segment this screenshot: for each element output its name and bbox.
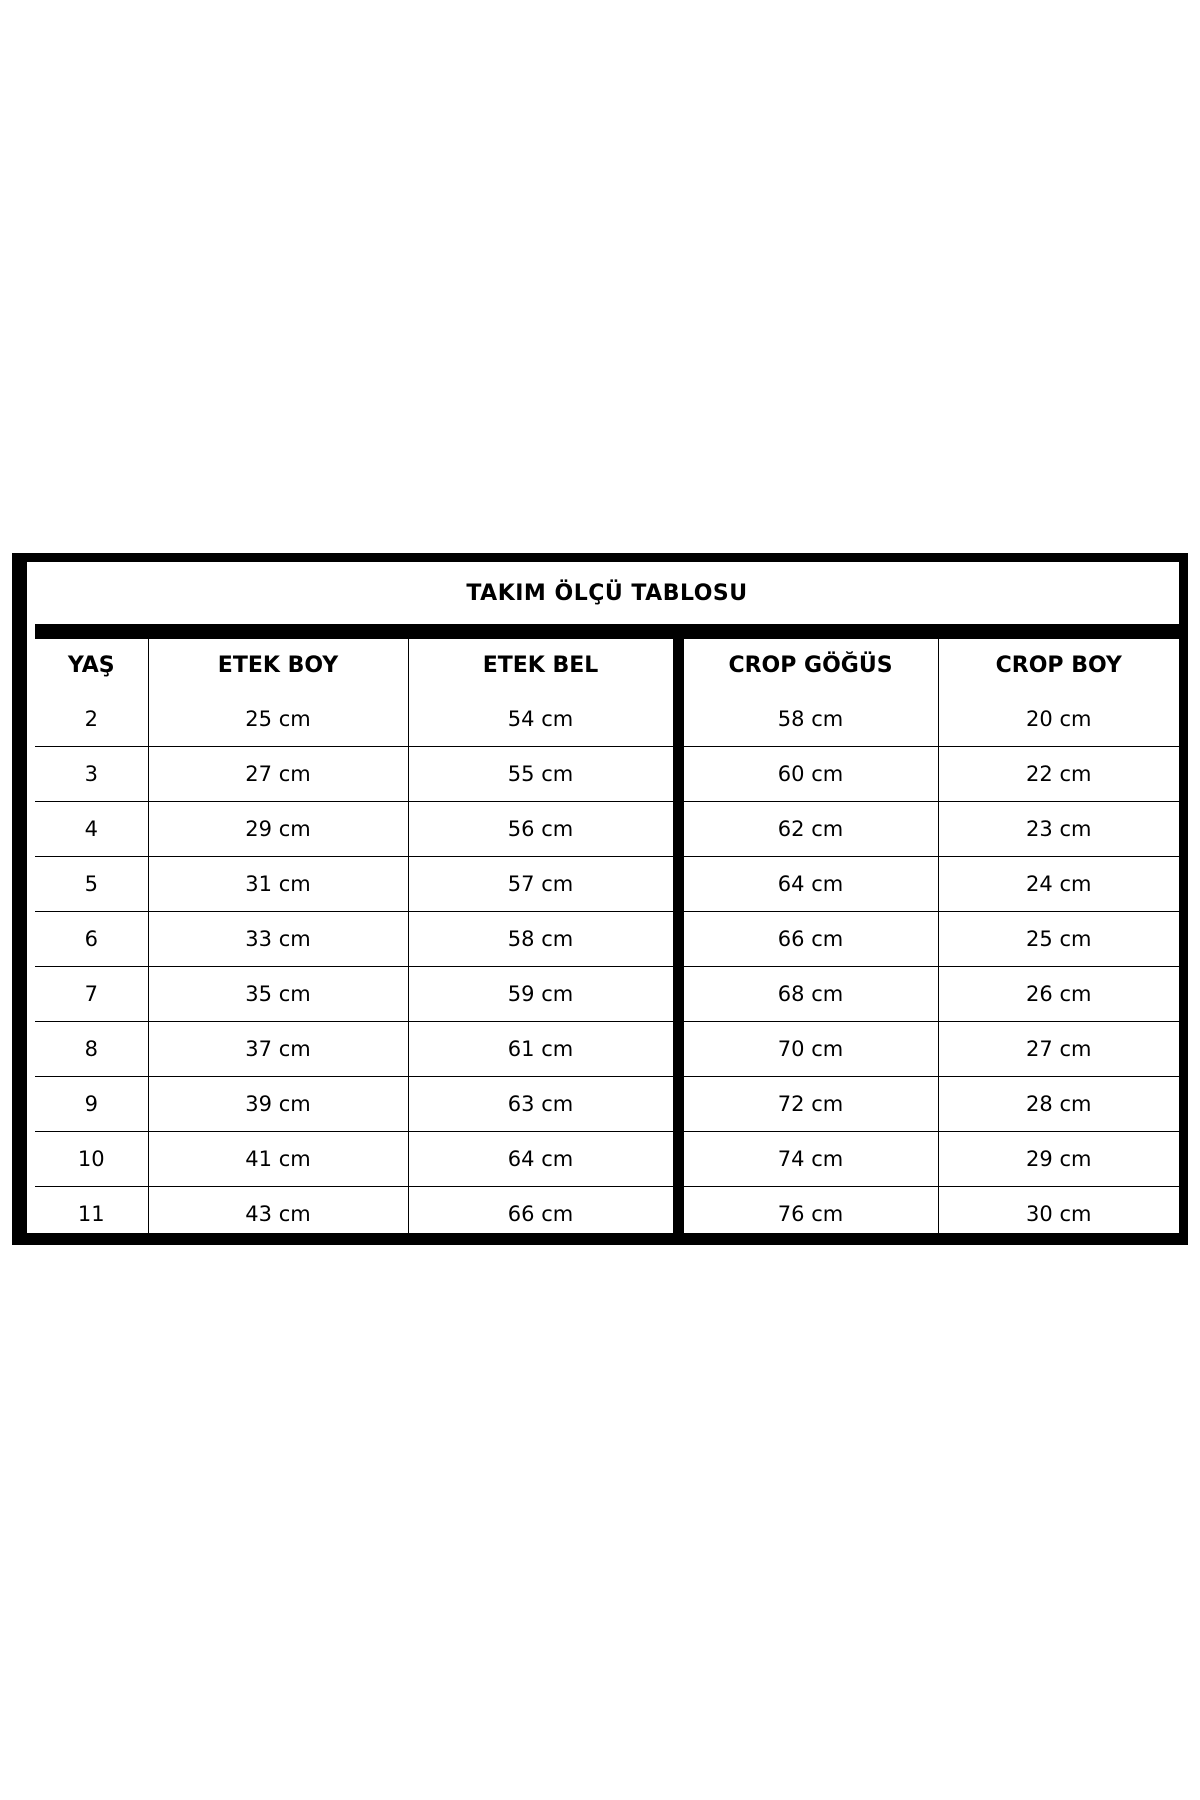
column-header-skirt-waist: ETEK BEL [408,639,678,692]
crop-chest-cell: 62 cm [678,802,938,857]
crop-chest-cell: 74 cm [678,1132,938,1187]
skirt-waist-cell: 66 cm [408,1187,678,1242]
table-row [35,857,1179,912]
table-row [35,912,1179,967]
age-cell: 9 [35,1077,148,1132]
skirt-length-cell: 31 cm [148,857,408,912]
skirt-waist-cell: 56 cm [408,802,678,857]
table-row [35,1077,1179,1132]
skirt-length-cell: 27 cm [148,747,408,802]
table-row [35,1187,1179,1242]
skirt-length-cell: 39 cm [148,1077,408,1132]
table-row [35,1022,1179,1077]
crop-length-cell: 28 cm [938,1077,1179,1132]
crop-length-cell: 24 cm [938,857,1179,912]
age-cell: 11 [35,1187,148,1242]
crop-length-cell: 25 cm [938,912,1179,967]
skirt-length-cell: 33 cm [148,912,408,967]
table-row [35,967,1179,1022]
crop-chest-cell: 72 cm [678,1077,938,1132]
skirt-waist-cell: 55 cm [408,747,678,802]
crop-length-cell: 27 cm [938,1022,1179,1077]
skirt-waist-cell: 64 cm [408,1132,678,1187]
table-row [35,1132,1179,1187]
age-cell: 4 [35,802,148,857]
skirt-waist-cell: 54 cm [408,692,678,747]
crop-chest-cell: 64 cm [678,857,938,912]
skirt-length-cell: 29 cm [148,802,408,857]
header-row [35,639,1179,692]
column-header-age: YAŞ [35,639,148,692]
crop-chest-cell: 76 cm [678,1187,938,1242]
skirt-waist-cell: 61 cm [408,1022,678,1077]
skirt-length-cell: 35 cm [148,967,408,1022]
skirt-waist-cell: 59 cm [408,967,678,1022]
skirt-waist-cell: 57 cm [408,857,678,912]
age-cell: 7 [35,967,148,1022]
crop-length-cell: 23 cm [938,802,1179,857]
measurement-grid [35,639,1179,1241]
skirt-length-cell: 43 cm [148,1187,408,1242]
crop-length-cell: 30 cm [938,1187,1179,1242]
skirt-waist-cell: 63 cm [408,1077,678,1132]
age-cell: 10 [35,1132,148,1187]
crop-length-cell: 29 cm [938,1132,1179,1187]
column-header-skirt-length: ETEK BOY [148,639,408,692]
column-header-crop-chest: CROP GÖĞÜS [678,639,938,692]
age-cell: 5 [35,857,148,912]
crop-length-cell: 26 cm [938,967,1179,1022]
age-cell: 8 [35,1022,148,1077]
inner-border-rule [25,562,27,1233]
skirt-length-cell: 37 cm [148,1022,408,1077]
age-cell: 2 [35,692,148,747]
skirt-length-cell: 25 cm [148,692,408,747]
crop-chest-cell: 60 cm [678,747,938,802]
table-row [35,692,1179,747]
crop-chest-cell: 66 cm [678,912,938,967]
column-header-crop-length: CROP BOY [938,639,1179,692]
table-row [35,747,1179,802]
crop-chest-cell: 58 cm [678,692,938,747]
crop-chest-cell: 68 cm [678,967,938,1022]
skirt-length-cell: 41 cm [148,1132,408,1187]
skirt-waist-cell: 58 cm [408,912,678,967]
title-divider [35,624,1179,639]
age-cell: 6 [35,912,148,967]
crop-length-cell: 22 cm [938,747,1179,802]
table-row [35,802,1179,857]
age-cell: 3 [35,747,148,802]
size-chart-table [12,553,1188,1245]
crop-chest-cell: 70 cm [678,1022,938,1077]
crop-length-cell: 20 cm [938,692,1179,747]
chart-title: TAKIM ÖLÇÜ TABLOSU [466,580,748,606]
grid-body [35,692,1179,1241]
